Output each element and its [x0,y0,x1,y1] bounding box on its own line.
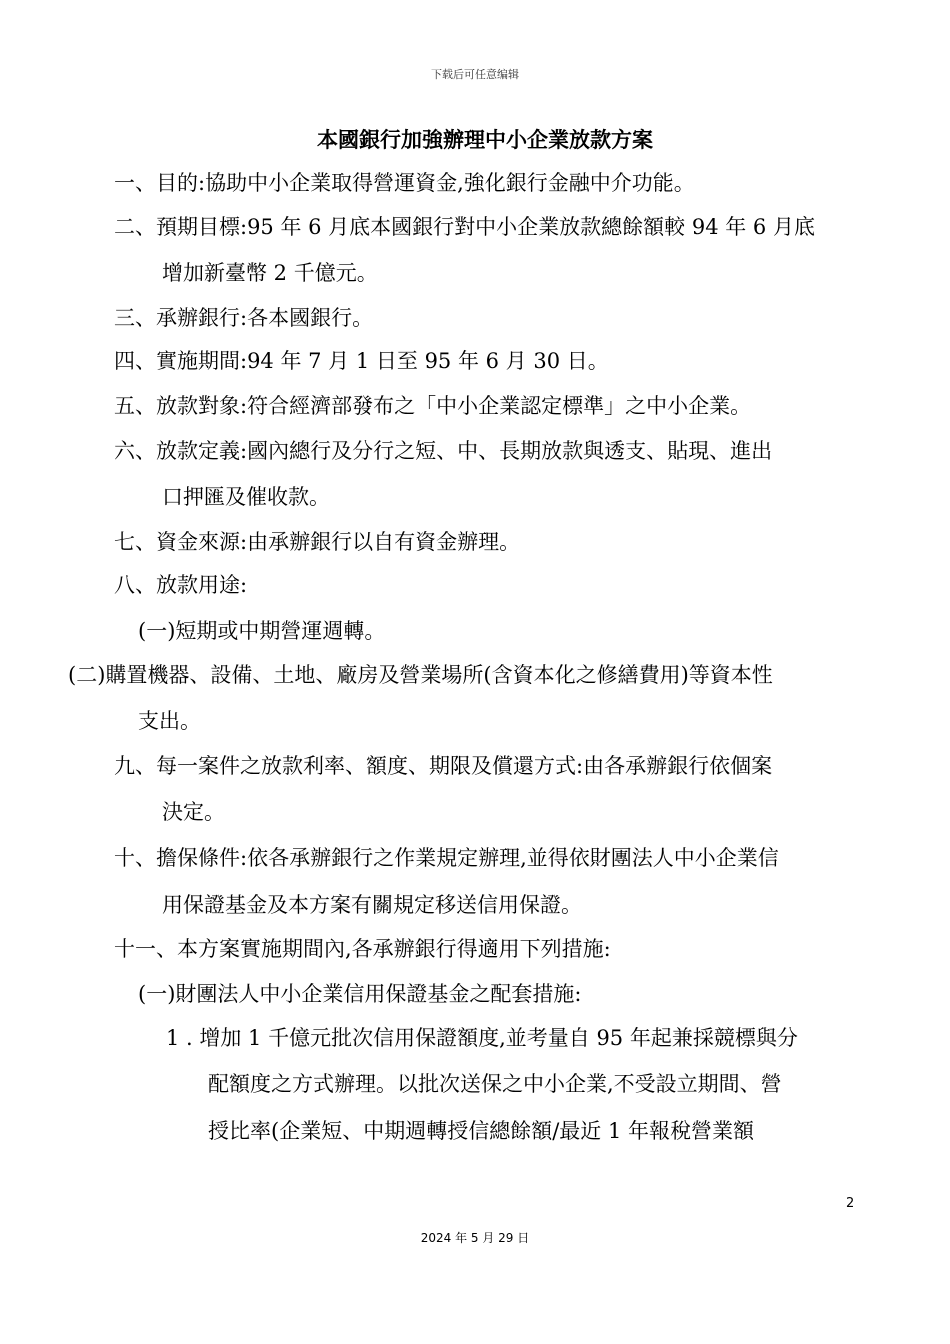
clause-5-target-group: 五、放款對象:符合經濟部發布之「中小企業認定標準」之中小企業。 [114,394,752,418]
clause-10-collateral-line2: 用保證基金及本方案有關規定移送信用保證。 [162,893,582,917]
clause-3-banks: 三、承辦銀行:各本國銀行。 [114,306,374,330]
clause-8-usage: 八、放款用途: [114,573,248,597]
clause-8-item-1: (一)短期或中期營運週轉。 [138,619,386,643]
footer-date: 2024 年 5 月 29 日 [420,1231,530,1245]
clause-6-definition-line1: 六、放款定義:國內總行及分行之短、中、長期放款與透支、貼現、進出 [114,439,773,463]
clause-9-terms-line1: 九、每一案件之放款利率、額度、期限及償還方式:由各承辦銀行依個案 [114,754,773,778]
clause-8-item-2-line1: (二)購置機器、設備、土地、廠房及營業場所(含資本化之修繕費用)等資本性 [68,663,773,687]
clause-11-subitem-1-line1: 1 . 增加 1 千億元批次信用保證額度,並考量自 95 年起兼採競標與分 [166,1026,798,1050]
clause-4-period: 四、實施期間:94 年 7 月 1 日至 95 年 6 月 30 日。 [114,349,609,373]
header-note: 下载后可任意编辑 [431,68,519,81]
clause-1-purpose: 一、目的:協助中小企業取得營運資金,強化銀行金融中介功能。 [114,171,695,195]
clause-6-definition-line2: 口押匯及催收款。 [162,485,330,509]
clause-10-collateral-line1: 十、擔保條件:依各承辦銀行之作業規定辦理,並得依財團法人中小企業信 [114,846,779,870]
clause-9-terms-line2: 決定。 [162,800,225,824]
clause-11-subitem-1-line3: 授比率(企業短、中期週轉授信總餘額/最近 1 年報稅營業額 [208,1119,754,1143]
clause-8-item-2-line2: 支出。 [138,709,201,733]
clause-2-target-line2: 增加新臺幣 2 千億元。 [162,261,378,285]
clause-11-measures: 十一、本方案實施期間內,各承辦銀行得適用下列措施: [114,937,611,961]
clause-11-subitem-1-line2: 配額度之方式辦理。以批次送保之中小企業,不受設立期間、營 [208,1072,782,1096]
clause-7-fund-source: 七、資金來源:由承辦銀行以自有資金辦理。 [114,530,521,554]
page-number: 2 [846,1196,855,1211]
clause-11-item-1: (一)財團法人中小企業信用保證基金之配套措施: [138,982,582,1006]
document-title: 本國銀行加強辦理中小企業放款方案 [317,128,653,152]
clause-2-target-line1: 二、預期目標:95 年 6 月底本國銀行對中小企業放款總餘額較 94 年 6 月底 [114,215,815,239]
